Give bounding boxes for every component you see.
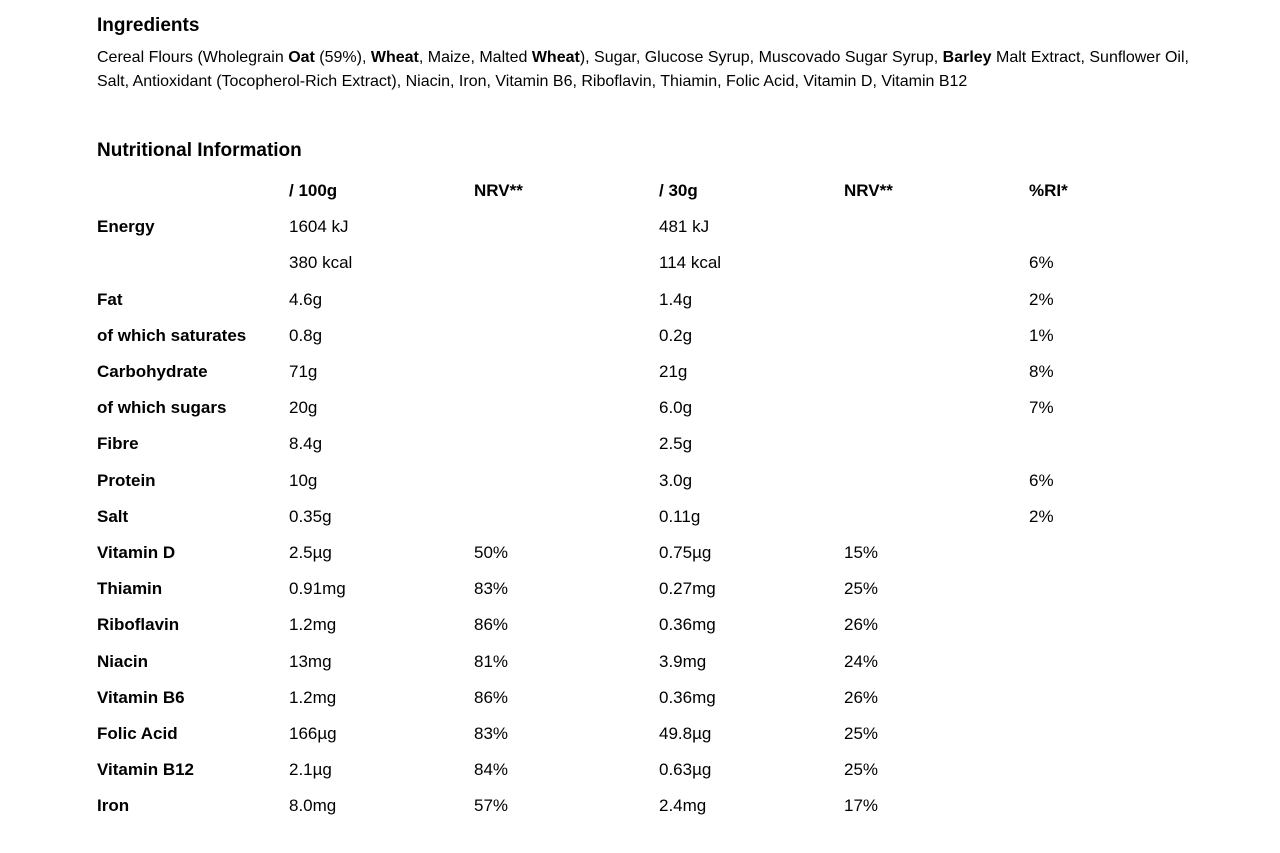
nrv-30g-value: 25% [844,723,879,743]
nrv-100g-value: 50% [474,542,509,562]
per-30g-value: 1.4g [659,289,693,309]
per-30g-value: 21g [659,362,688,382]
per-100g-value: 0.91mg [289,579,346,599]
ri-value [1029,535,1149,571]
per-30g-value: 114 kcal [659,253,722,273]
ingredient-text: Cereal Flours (Wholegrain [97,49,289,66]
nrv-100g-value [474,426,659,462]
ingredient-allergen: Wheat [370,49,419,66]
nutrient-name: Salt [97,506,129,526]
nrv-30g-value: 17% [844,796,879,816]
per-100g-value: 71g [289,362,318,382]
nrv-30g-value: 25% [844,760,879,780]
per-30g-value: 0.75µg [659,542,712,562]
ri-value [1029,680,1149,716]
column-header-ri: %RI* [1029,181,1068,201]
per-30g-value: 0.27mg [659,579,716,599]
nrv-100g-value [474,245,659,281]
per-30g-value: 0.36mg [659,615,716,635]
nrv-30g-value [844,318,1029,354]
table-row [97,390,1149,426]
per-100g-value: 2.1µg [289,760,332,780]
nutrient-name: Energy [97,217,155,237]
nrv-30g-value [844,209,1029,245]
nutrient-name: Riboflavin [97,615,180,635]
nrv-100g-value: 81% [474,651,509,671]
nrv-100g-value: 83% [474,579,509,599]
nrv-100g-value: 84% [474,760,509,780]
per-30g-value: 0.63µg [659,760,712,780]
ingredient-text: Malt Extract, Sunflower Oil, Salt, Antioxidant (Tocopherol-Rich Extract), Niacin, Iron, Vitamin B6, Riboflavin, Thiamin, Folic Acid, Vitamin D, Vitamin B12 [97,49,1189,90]
product-info-page [97,14,1197,824]
per-100g-value: 2.5µg [289,542,332,562]
per-100g-value: 1.2mg [289,615,337,635]
ingredients-heading: Ingredients [97,15,200,36]
table-row [97,607,1149,643]
nutrient-name: Thiamin [97,579,163,599]
nutrient-name: Protein [97,470,156,490]
per-100g-value: 0.8g [289,325,323,345]
ri-value [1029,426,1149,462]
nrv-30g-value: 25% [844,579,879,599]
table-row [97,716,1149,752]
ri-value [1029,716,1149,752]
ingredients-section [97,14,1197,93]
ri-value: 6% [1029,470,1054,490]
table-row [97,680,1149,716]
nrv-100g-value [474,354,659,390]
ri-value [1029,607,1149,643]
column-header-per-30g: / 30g [659,181,698,201]
table-row [97,209,1149,245]
nrv-30g-value: 15% [844,542,879,562]
per-30g-value: 6.0g [659,398,693,418]
ingredient-allergen: Barley [942,49,992,66]
nutrition-table [97,173,1149,824]
nutrient-name: Vitamin D [97,542,176,562]
per-30g-value: 0.2g [659,325,693,345]
ingredient-text: ), Sugar, Glucose Syrup, Muscovado Sugar Syrup, [579,49,943,66]
nrv-100g-value [474,318,659,354]
nrv-100g-value: 83% [474,723,509,743]
column-header-nutrient [97,173,289,209]
nrv-30g-value: 24% [844,651,879,671]
ri-value: 2% [1029,506,1054,526]
table-row [97,643,1149,679]
nrv-30g-value [844,354,1029,390]
per-30g-value: 0.36mg [659,687,716,707]
nrv-100g-value [474,499,659,535]
ingredient-allergen: Wheat [531,49,580,66]
table-row [97,245,1149,281]
per-100g-value: 4.6g [289,289,323,309]
nutrient-name: Vitamin B6 [97,687,185,707]
nrv-30g-value [844,499,1029,535]
table-row [97,318,1149,354]
nrv-30g-value [844,245,1029,281]
table-row [97,463,1149,499]
ingredient-allergen: Oat [288,49,315,66]
table-row [97,426,1149,462]
ri-value [1029,571,1149,607]
per-30g-value: 2.4mg [659,796,707,816]
per-100g-value: 166µg [289,723,337,743]
nrv-100g-value: 86% [474,615,509,635]
nutrient-name: of which saturates [97,325,247,345]
nutrient-name: Fat [97,289,123,309]
table-row [97,354,1149,390]
nrv-100g-value [474,282,659,318]
per-30g-value: 0.11g [659,506,701,526]
per-100g-value: 8.0mg [289,796,337,816]
table-row [97,282,1149,318]
per-100g-value: 10g [289,470,318,490]
ri-value [1029,643,1149,679]
nutrient-name: Carbohydrate [97,362,208,382]
per-30g-value: 3.0g [659,470,693,490]
table-row [97,499,1149,535]
nrv-30g-value [844,282,1029,318]
column-header-nrv-100g: NRV** [474,181,523,201]
per-100g-value: 0.35g [289,506,332,526]
nutrient-name: of which sugars [97,398,227,418]
nrv-30g-value [844,426,1029,462]
nrv-30g-value: 26% [844,615,879,635]
table-row [97,571,1149,607]
ri-value: 2% [1029,289,1054,309]
nrv-100g-value [474,209,659,245]
table-row [97,535,1149,571]
table-row [97,752,1149,788]
column-header-per-100g: / 100g [289,181,338,201]
per-100g-value: 1.2mg [289,687,337,707]
ri-value: 8% [1029,362,1054,382]
nutrition-heading: Nutritional Information [97,140,302,161]
ingredients-list [97,46,1192,93]
nutrient-name [97,245,289,281]
table-row [97,788,1149,824]
column-header-nrv-30g: NRV** [844,181,893,201]
ri-value [1029,209,1149,245]
nrv-100g-value [474,390,659,426]
per-100g-value: 380 kcal [289,253,353,273]
per-30g-value: 481 kJ [659,217,710,237]
ri-value: 6% [1029,253,1054,273]
per-30g-value: 3.9mg [659,651,707,671]
nrv-30g-value [844,463,1029,499]
ri-value [1029,788,1149,824]
ingredient-text: , Maize, Malted [418,49,532,66]
per-30g-value: 49.8µg [659,723,712,743]
nutrient-name: Folic Acid [97,723,178,743]
per-100g-value: 13mg [289,651,332,671]
ri-value: 7% [1029,398,1054,418]
ri-value: 1% [1029,325,1054,345]
per-100g-value: 20g [289,398,318,418]
per-30g-value: 2.5g [659,434,693,454]
ingredient-text: (59%), [314,49,371,66]
nutrition-header-row [97,173,1149,209]
nutrient-name: Niacin [97,651,149,671]
per-100g-value: 8.4g [289,434,323,454]
nutrient-name: Iron [97,796,130,816]
nrv-30g-value [844,390,1029,426]
per-100g-value: 1604 kJ [289,217,349,237]
nutrition-section [97,139,1197,824]
nrv-100g-value: 57% [474,796,509,816]
nrv-100g-value: 86% [474,687,509,707]
nutrient-name: Vitamin B12 [97,760,195,780]
nutrition-rows [97,209,1149,824]
nutrient-name: Fibre [97,434,139,454]
ri-value [1029,752,1149,788]
nrv-100g-value [474,463,659,499]
nrv-30g-value: 26% [844,687,879,707]
